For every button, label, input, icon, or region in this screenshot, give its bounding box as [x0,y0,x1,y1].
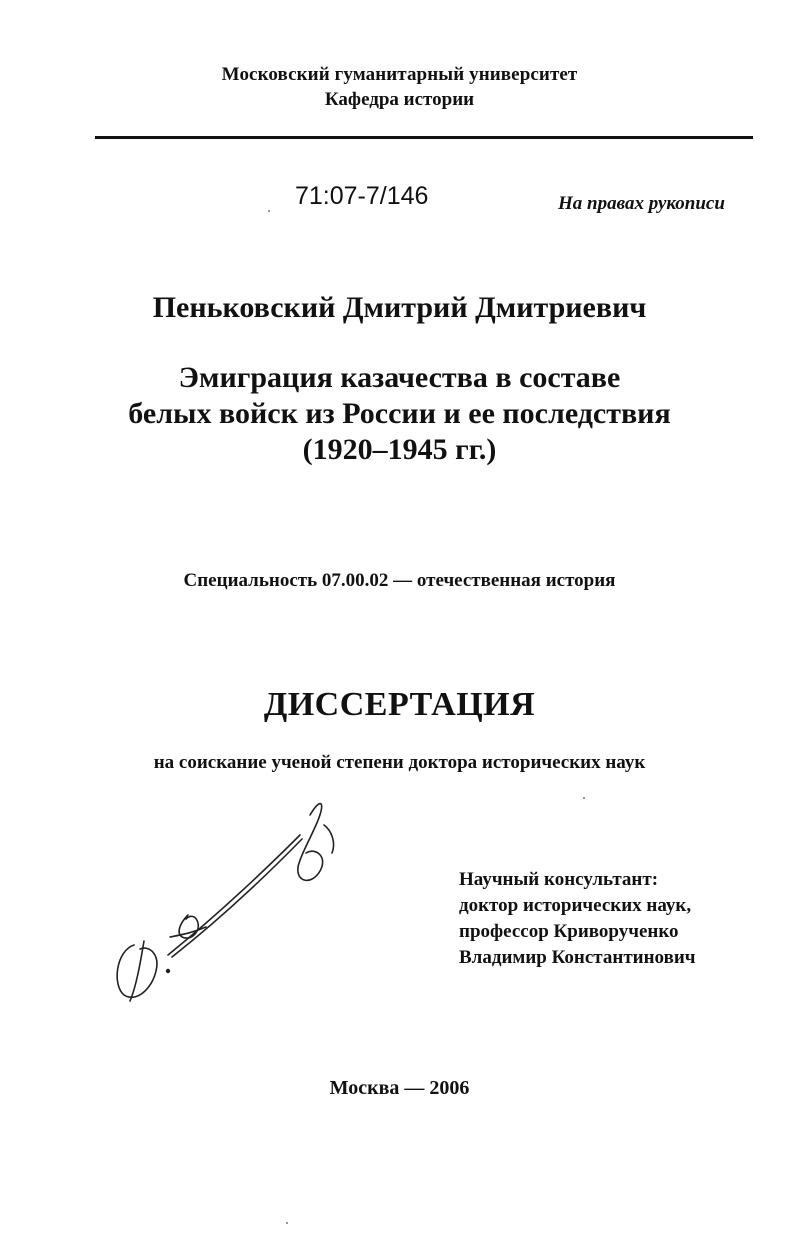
degree-line: на соискание ученой степени доктора исторических наук [153,752,646,773]
department-name: Кафедра истории [324,89,475,110]
consultant-label: Научный консультант: [459,869,659,890]
document-type: ДИССЕРТАЦИЯ [263,686,536,723]
consultant-given-names: Владимир Константинович [459,947,696,968]
scan-speck [268,210,270,212]
title-line: белых войск из России и ее последствия [128,397,671,430]
scan-speck [286,1222,288,1224]
specialty-line: Специальность 07.00.02 — отечественная история [183,570,616,591]
author-name: Пеньковский Дмитрий Дмитриевич [152,291,647,324]
signature-image [110,795,350,1010]
consultant-title-surname: профессор Криворученко [459,921,679,942]
scientific-consultant [459,867,696,971]
university-name: Московский гуманитарный университет [221,64,578,85]
header-divider [95,136,753,139]
city-and-year: Москва — 2006 [329,1077,470,1099]
title-line: Эмиграция казачества в составе [178,361,621,394]
consultant-degree: доктор исторических наук, [459,895,692,916]
title-line: (1920–1945 гг.) [302,433,497,466]
catalog-number: 71:07-7/146 [295,182,429,210]
manuscript-rights-note: На правах рукописи [558,193,725,214]
scan-speck [583,797,585,799]
dissertation-title [0,360,799,468]
